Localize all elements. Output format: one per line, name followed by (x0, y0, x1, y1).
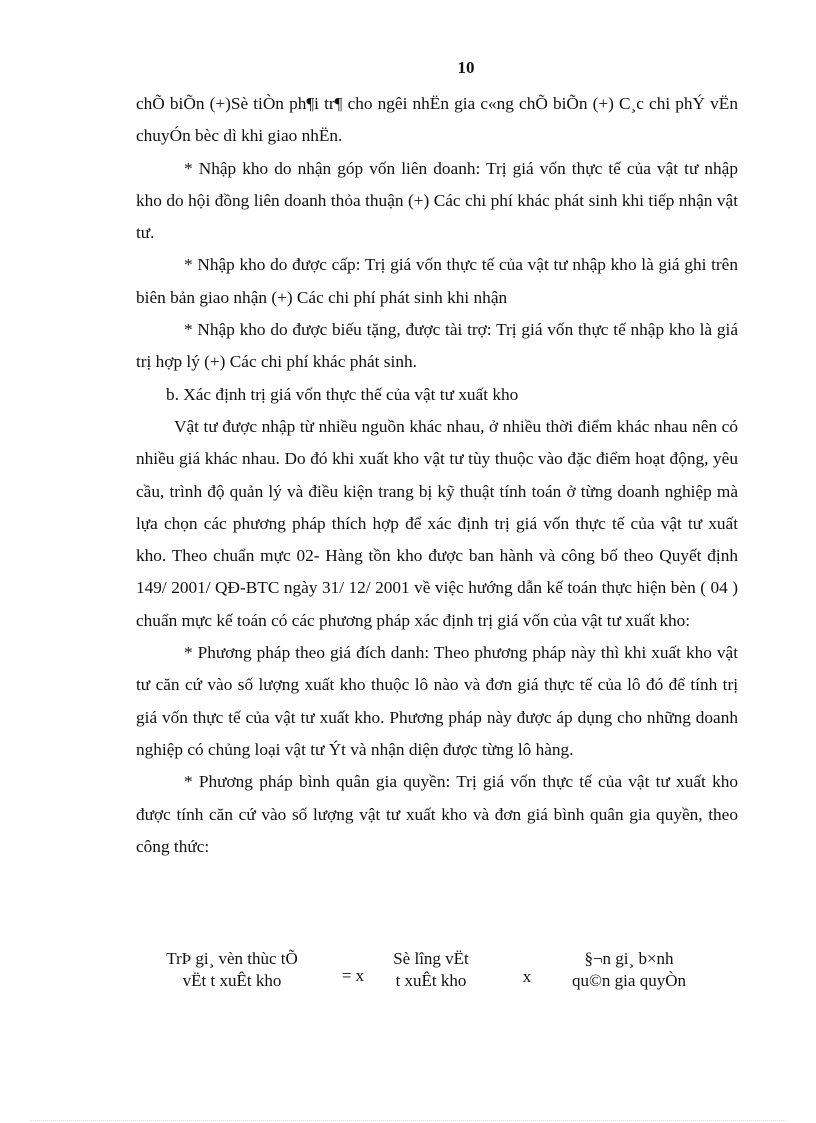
formula-term-value-line2: vËt t xuÊt kho (182, 971, 282, 990)
page-number: 10 (457, 58, 475, 77)
page-bottom-divider (30, 1120, 786, 1121)
formula-term-unit-price-line1: §¬n gi¸ b×nh (584, 949, 674, 968)
document-body (136, 88, 738, 863)
paragraph-donated: * Nhập kho do được biếu tặng, được tài trợ: Trị giá vốn thực tế nhập kho là giá trị hợp lý (+) Các chi phí khác phát sinh. (136, 320, 738, 372)
paragraph-specific-identification: * Phương pháp theo giá đích danh: Theo phương pháp này thì khi xuất kho vật tư căn cứ vào số lượng xuất kho thuộc lô nào và đơn giá thực tế của lô đó để tính trị giá vốn thực tế của vật tư xuất kho. Phương pháp này được áp dụng cho những doanh nghiệp có chủng loại vật tư Ýt và nhận diện được từng lô hàng. (136, 643, 738, 759)
formula-term-unit-price (558, 948, 700, 992)
paragraph-contributed-capital: * Nhập kho do nhận góp vốn liên doanh: Trị giá vốn thực tế của vật tư nhập kho do hội đồng liên doanh thỏa thuận (+) Các chi phí khác phát sinh khi tiếp nhận vật tư. (136, 158, 738, 243)
formula-operator-equals: = x (341, 966, 365, 985)
formula-term-quantity (378, 948, 484, 992)
weighted-average-formula (0, 948, 816, 1008)
section-heading-b: b. Xác định trị giá vốn thực thế của vật tư xuất kho (166, 384, 519, 404)
formula-term-quantity-line1: Sè lîng vËt (393, 949, 469, 968)
formula-operator-multiply: x (522, 967, 532, 986)
formula-term-value-line1: TrÞ gi¸ vèn thùc tÕ (166, 949, 298, 968)
paragraph-export-intro: Vật tư được nhập từ nhiều nguồn khác nhau, ở nhiều thời điểm khác nhau nên có nhiều giá khác nhau. Do đó khi xuất kho vật tư tùy thuộc vào đặc điểm hoạt động, yêu cầu, trình độ quản lý và điều kiện trang bị kỹ thuật tính toán ở từng doanh nghiệp mà lựa chọn các phương pháp thích hợp để xác định trị giá vốn thực tế của vật tư xuất kho. Theo chuẩn mực 02- Hàng tồn kho được ban hành và công bố theo Quyết định 149/ 2001/ QĐ-BTC ngày 31/ 12/ 2001 về việc hướng dẫn kế toán thực hiện bèn ( 04 ) chuẩn mực kế toán có các phương pháp xác định trị giá vốn của vật tư xuất kho: (136, 416, 738, 630)
formula-term-quantity-line2: t xuÊt kho (395, 971, 467, 990)
formula-term-unit-price-line2: qu©n gia quyÒn (572, 971, 686, 990)
paragraph-weighted-average: * Phương pháp bình quân gia quyền: Trị giá vốn thực tế của vật tư xuất kho được tính căn cứ vào số lượng vật tư xuất kho và đơn giá bình quân gia quyền, theo công thức: (136, 772, 738, 856)
formula-term-value (148, 948, 316, 992)
paragraph-allocated: * Nhập kho do được cấp: Trị giá vốn thực tế của vật tư nhập kho là giá ghi trên biên bản giao nhận (+) Các chi phí phát sinh khi nhận (136, 255, 738, 307)
paragraph-continuation: chÕ biÕn (+)Sè tiÒn ph¶i tr¶ cho ngêi nhËn gia c«ng chÕ biÕn (+) C¸c chi phÝ vËn chuyÓn bèc dì khi giao nhËn. (136, 94, 738, 146)
